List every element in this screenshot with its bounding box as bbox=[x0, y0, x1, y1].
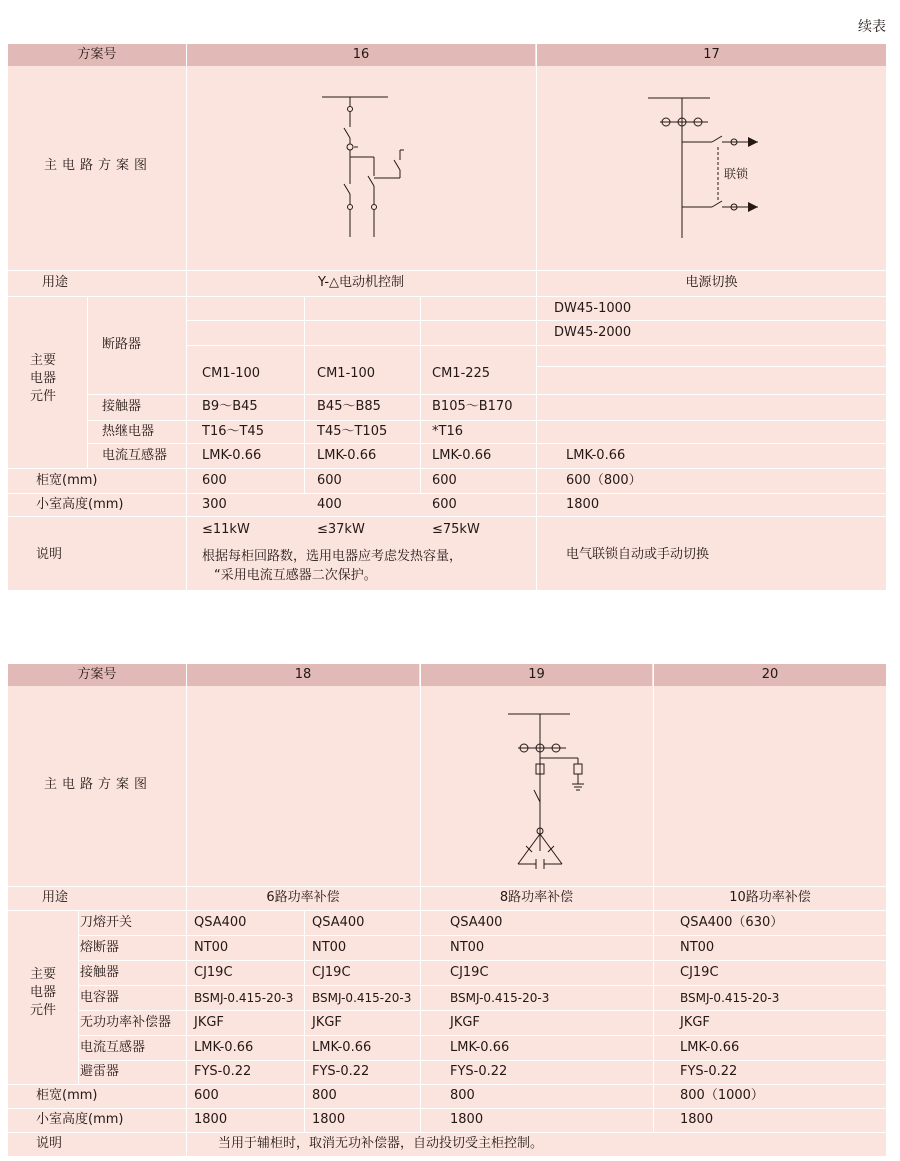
row-fuse-switch-c3: QSA400 bbox=[450, 915, 503, 930]
width2-c1: 600 bbox=[194, 1088, 219, 1103]
row-fuse-c4: NT00 bbox=[680, 940, 715, 955]
ct-c1: LMK-0.66 bbox=[202, 448, 262, 463]
header-col-17: 17 bbox=[537, 44, 886, 66]
width-label-2: 柜宽(mm) bbox=[36, 1088, 98, 1103]
row-label-arrester: 避雷器 bbox=[80, 1064, 120, 1079]
row-capacitor-c2: BSMJ-0.415-20-3 bbox=[312, 991, 412, 1005]
note-line-1: 根据每柜回路数，选用电器应考虑发热容量， bbox=[202, 549, 463, 564]
thermal-relay-c2: T45～T105 bbox=[317, 424, 388, 439]
diagram-label: 主电路方案图 bbox=[44, 158, 153, 173]
main-components-label-2-3: 元件 bbox=[30, 1003, 57, 1018]
row-reactive-compensator-c4: JKGF bbox=[680, 1015, 710, 1030]
row-contactor-c1: CJ19C bbox=[194, 965, 233, 980]
note-label: 说明 bbox=[36, 547, 63, 562]
width-label: 柜宽(mm) bbox=[36, 473, 98, 488]
ct-c2: LMK-0.66 bbox=[317, 448, 377, 463]
header-col-18: 18 bbox=[187, 664, 419, 686]
table-schemes-16-17 bbox=[8, 44, 886, 590]
row-label-contactor: 接触器 bbox=[80, 965, 120, 980]
note-power-3: ≤75kW bbox=[432, 522, 480, 537]
note-line-2: “采用电流互感器二次保护。 bbox=[214, 568, 377, 583]
header-scheme-label-2: 方案号 bbox=[8, 664, 186, 686]
breaker-c2: CM1-100 bbox=[317, 366, 376, 381]
contactor-c1: B9～B45 bbox=[202, 399, 258, 414]
usage-20: 10路功率补偿 bbox=[729, 890, 811, 905]
main-components-label-2: 电器 bbox=[30, 371, 57, 386]
header-col-20: 20 bbox=[654, 664, 886, 686]
row-ct-c2: LMK-0.66 bbox=[312, 1040, 372, 1055]
row-arrester-c2: FYS-0.22 bbox=[312, 1064, 370, 1079]
circuit-diagram-17 bbox=[648, 92, 778, 242]
row-reactive-compensator-c1: JKGF bbox=[194, 1015, 224, 1030]
breaker-c3: CM1-225 bbox=[432, 366, 491, 381]
height-c3: 600 bbox=[432, 497, 457, 512]
row-fuse-c1: NT00 bbox=[194, 940, 229, 955]
height-label: 小室高度(mm) bbox=[36, 497, 124, 512]
main-components-label-2-1: 主要 bbox=[30, 967, 57, 982]
ct-c3: LMK-0.66 bbox=[432, 448, 492, 463]
width-c1: 600 bbox=[202, 473, 227, 488]
width2-c2: 800 bbox=[312, 1088, 337, 1103]
breaker-label: 断路器 bbox=[102, 337, 142, 352]
row-capacitor-c4: BSMJ-0.415-20-3 bbox=[680, 991, 780, 1005]
row-ct-c3: LMK-0.66 bbox=[450, 1040, 510, 1055]
row-label-ct: 电流互感器 bbox=[80, 1040, 146, 1055]
usage-18: 6路功率补偿 bbox=[266, 890, 340, 905]
continued-label: 续表 bbox=[858, 19, 886, 35]
row-label-fuse-switch: 刀熔开关 bbox=[80, 915, 133, 930]
height-c2: 400 bbox=[317, 497, 342, 512]
note-text-2: 当用于辅柜时，取消无功补偿器，自动投切受主柜控制。 bbox=[218, 1136, 544, 1151]
row-label-reactive-compensator: 无功功率补偿器 bbox=[80, 1015, 172, 1030]
ct-label: 电流互感器 bbox=[102, 448, 168, 463]
breaker-dw1: DW45-1000 bbox=[554, 301, 632, 316]
note-power-1: ≤11kW bbox=[202, 522, 250, 537]
breaker-c1: CM1-100 bbox=[202, 366, 261, 381]
main-components-label-3: 元件 bbox=[30, 389, 57, 404]
height2-c1: 1800 bbox=[194, 1112, 228, 1127]
row-capacitor-c1: BSMJ-0.415-20-3 bbox=[194, 991, 294, 1005]
usage-19: 8路功率补偿 bbox=[499, 890, 574, 905]
width-c4: 600（800） bbox=[566, 473, 642, 488]
width-c3: 600 bbox=[432, 473, 457, 488]
width2-c3: 800 bbox=[450, 1088, 475, 1103]
row-fuse-c3: NT00 bbox=[450, 940, 485, 955]
row-ct-c1: LMK-0.66 bbox=[194, 1040, 254, 1055]
thermal-relay-c3: *T16 bbox=[432, 424, 463, 439]
height2-c2: 1800 bbox=[312, 1112, 346, 1127]
height2-c4: 1800 bbox=[680, 1112, 714, 1127]
height-c4: 1800 bbox=[566, 497, 600, 512]
interlock-label: 联锁 bbox=[724, 167, 749, 181]
table-schemes-18-20 bbox=[8, 664, 886, 1156]
row-reactive-compensator-c3: JKGF bbox=[450, 1015, 480, 1030]
row-fuse-switch-c4: QSA400（630） bbox=[680, 915, 784, 930]
ct-c4: LMK-0.66 bbox=[566, 448, 626, 463]
thermal-relay-label: 热继电器 bbox=[102, 424, 155, 439]
usage-label: 用途 bbox=[42, 275, 69, 290]
contactor-c3: B105～B170 bbox=[432, 399, 513, 414]
circuit-diagram-19 bbox=[478, 706, 598, 876]
height2-c3: 1800 bbox=[450, 1112, 484, 1127]
row-reactive-compensator-c2: JKGF bbox=[312, 1015, 342, 1030]
row-contactor-c2: CJ19C bbox=[312, 965, 351, 980]
row-arrester-c4: FYS-0.22 bbox=[680, 1064, 738, 1079]
note-power-2: ≤37kW bbox=[317, 522, 365, 537]
row-fuse-switch-c2: QSA400 bbox=[312, 915, 365, 930]
row-capacitor-c3: BSMJ-0.415-20-3 bbox=[450, 991, 550, 1005]
row-fuse-switch-c1: QSA400 bbox=[194, 915, 247, 930]
header-scheme-label: 方案号 bbox=[8, 44, 186, 66]
circuit-diagram-16 bbox=[318, 92, 408, 242]
note-right: 电气联锁自动或手动切换 bbox=[566, 547, 710, 562]
main-components-label-1: 主要 bbox=[30, 353, 57, 368]
row-arrester-c1: FYS-0.22 bbox=[194, 1064, 252, 1079]
height-c1: 300 bbox=[202, 497, 227, 512]
row-label-capacitor: 电容器 bbox=[80, 990, 120, 1005]
thermal-relay-c1: T16～T45 bbox=[202, 424, 264, 439]
row-contactor-c4: CJ19C bbox=[680, 965, 719, 980]
header-col-19: 19 bbox=[421, 664, 652, 686]
row-contactor-c3: CJ19C bbox=[450, 965, 489, 980]
row-label-fuse: 熔断器 bbox=[80, 940, 120, 955]
row-fuse-c2: NT00 bbox=[312, 940, 347, 955]
contactor-c2: B45～B85 bbox=[317, 399, 381, 414]
row-ct-c4: LMK-0.66 bbox=[680, 1040, 740, 1055]
usage-16: Y-△电动机控制 bbox=[317, 275, 405, 290]
height-label-2: 小室高度(mm) bbox=[36, 1112, 124, 1127]
width2-c4: 800（1000） bbox=[680, 1088, 764, 1103]
breaker-dw2: DW45-2000 bbox=[554, 325, 632, 340]
usage-label-2: 用途 bbox=[42, 890, 69, 905]
main-components-label-2-2: 电器 bbox=[30, 985, 57, 1000]
row-arrester-c3: FYS-0.22 bbox=[450, 1064, 508, 1079]
contactor-label: 接触器 bbox=[102, 399, 142, 414]
note-label-2: 说明 bbox=[36, 1136, 63, 1151]
width-c2: 600 bbox=[317, 473, 342, 488]
diagram-label-2: 主电路方案图 bbox=[44, 777, 153, 792]
usage-17: 电源切换 bbox=[685, 275, 738, 290]
header-col-16: 16 bbox=[187, 44, 535, 66]
